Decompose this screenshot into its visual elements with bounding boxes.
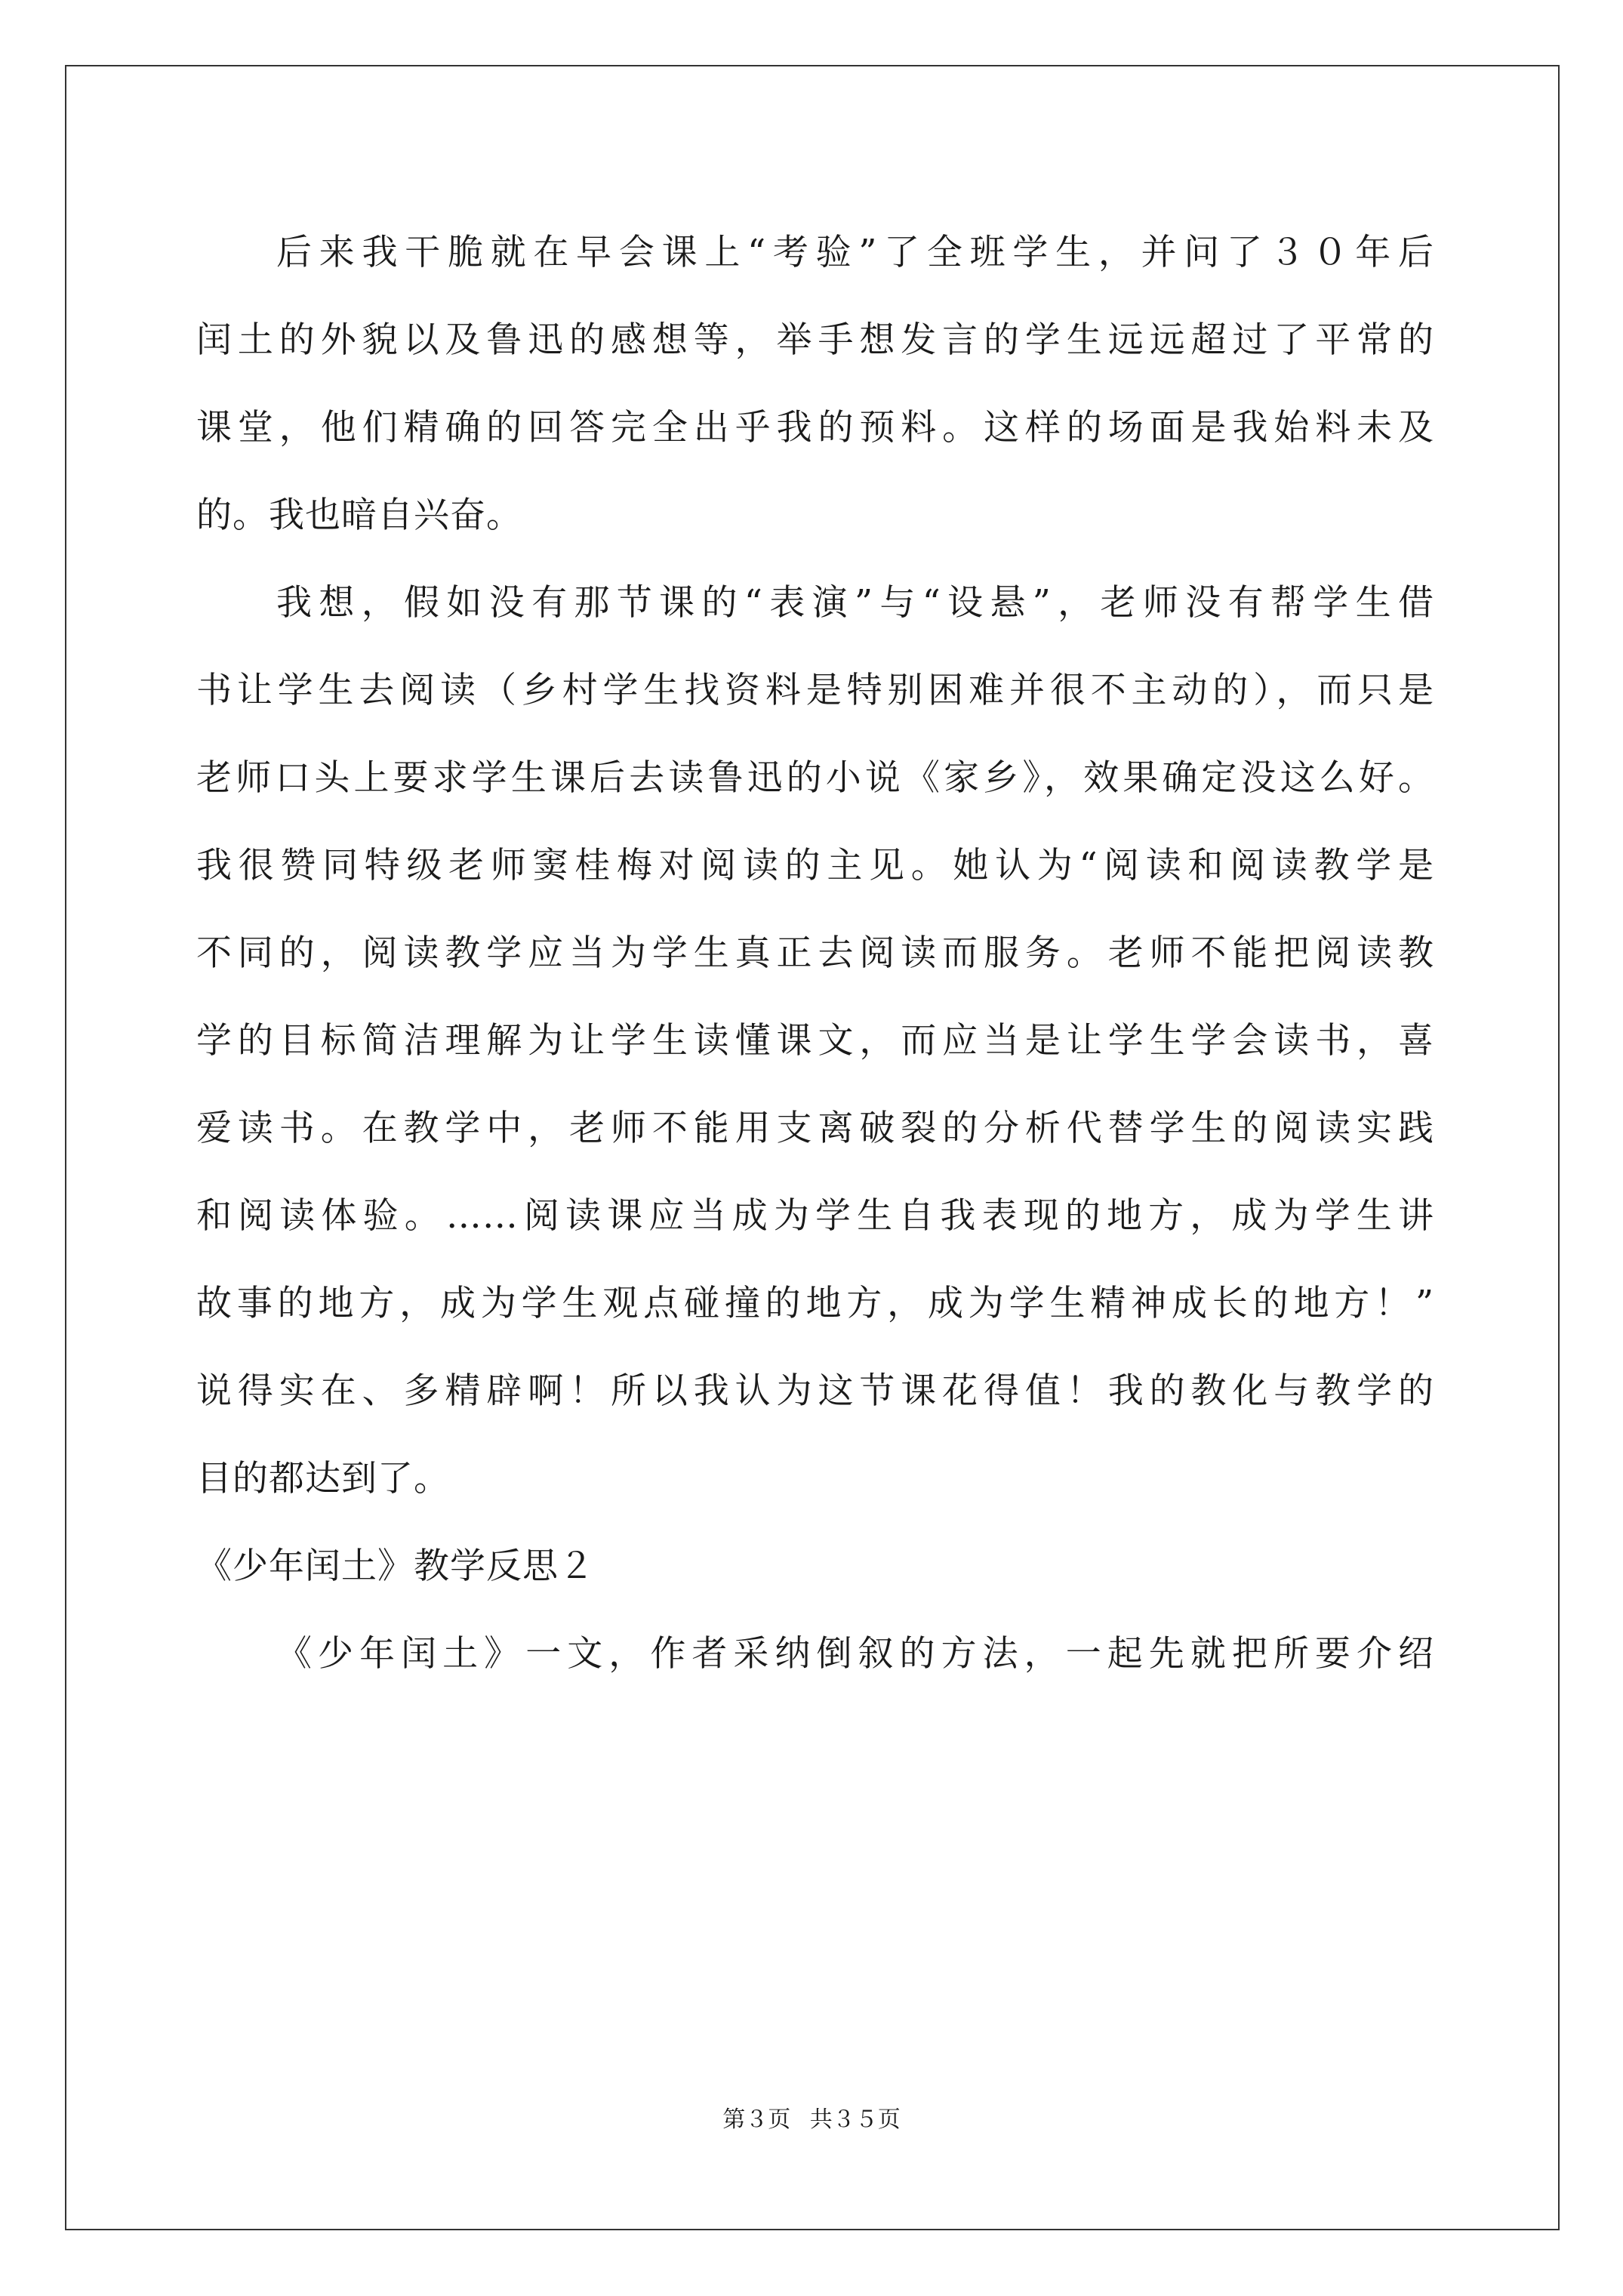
paragraph-line: 目的都达到了。 xyxy=(196,1458,450,1499)
paragraph-line: 不同的，阅读教学应当为学生真正去阅读而服务。老师不能把阅读教 xyxy=(196,932,1434,974)
document-body xyxy=(196,219,1434,1708)
paragraph-line: 老师口头上要求学生课后去读鲁迅的小说《家乡》，效果确定没这么好。 xyxy=(196,757,1434,799)
page-total: 共３５页 xyxy=(809,2106,901,2133)
page-number: 第３页 xyxy=(722,2106,791,2133)
paragraph-line: 我想，假如没有那节课的“表演”与“设悬”，老师没有帮学生借 xyxy=(276,582,1434,624)
paragraph-line: 爱读书。在教学中，老师不能用支离破裂的分析代替学生的阅读实践 xyxy=(196,1108,1434,1149)
paragraph-line: 课堂，他们精确的回答完全出乎我的预料。这样的场面是我始料未及 xyxy=(196,407,1434,448)
section-heading: 《少年闰土》教学反思２ xyxy=(196,1546,595,1587)
paragraph-line: 说得实在、多精辟啊！所以我认为这节课花得值！我的教化与教学的 xyxy=(196,1370,1434,1412)
paragraph-line: 《少年闰土》一文，作者采纳倒叙的方法，一起先就把所要介绍 xyxy=(276,1633,1434,1675)
paragraph-line: 故事的地方，成为学生观点碰撞的地方，成为学生精神成长的地方！” xyxy=(196,1283,1434,1324)
paragraph-line: 书让学生去阅读（乡村学生找资料是特别困难并很不主动的），而只是 xyxy=(196,670,1434,711)
page-footer xyxy=(0,2105,1623,2135)
paragraph-line: 闰土的外貌以及鲁迅的感想等，举手想发言的学生远远超过了平常的 xyxy=(196,319,1434,361)
paragraph-line: 学的目标简洁理解为让学生读懂课文，而应当是让学生学会读书，喜 xyxy=(196,1020,1434,1062)
paragraph-line: 和阅读体验。……阅读课应当成为学生自我表现的地方，成为学生讲 xyxy=(196,1195,1434,1237)
paragraph-line: 我很赞同特级老师窦桂梅对阅读的主见。她认为“阅读和阅读教学是 xyxy=(196,845,1434,886)
paragraph-line: 后来我干脆就在早会课上“考验”了全班学生，并问了３０年后 xyxy=(276,232,1434,273)
paragraph-line: 的。我也暗自兴奋。 xyxy=(196,495,522,536)
